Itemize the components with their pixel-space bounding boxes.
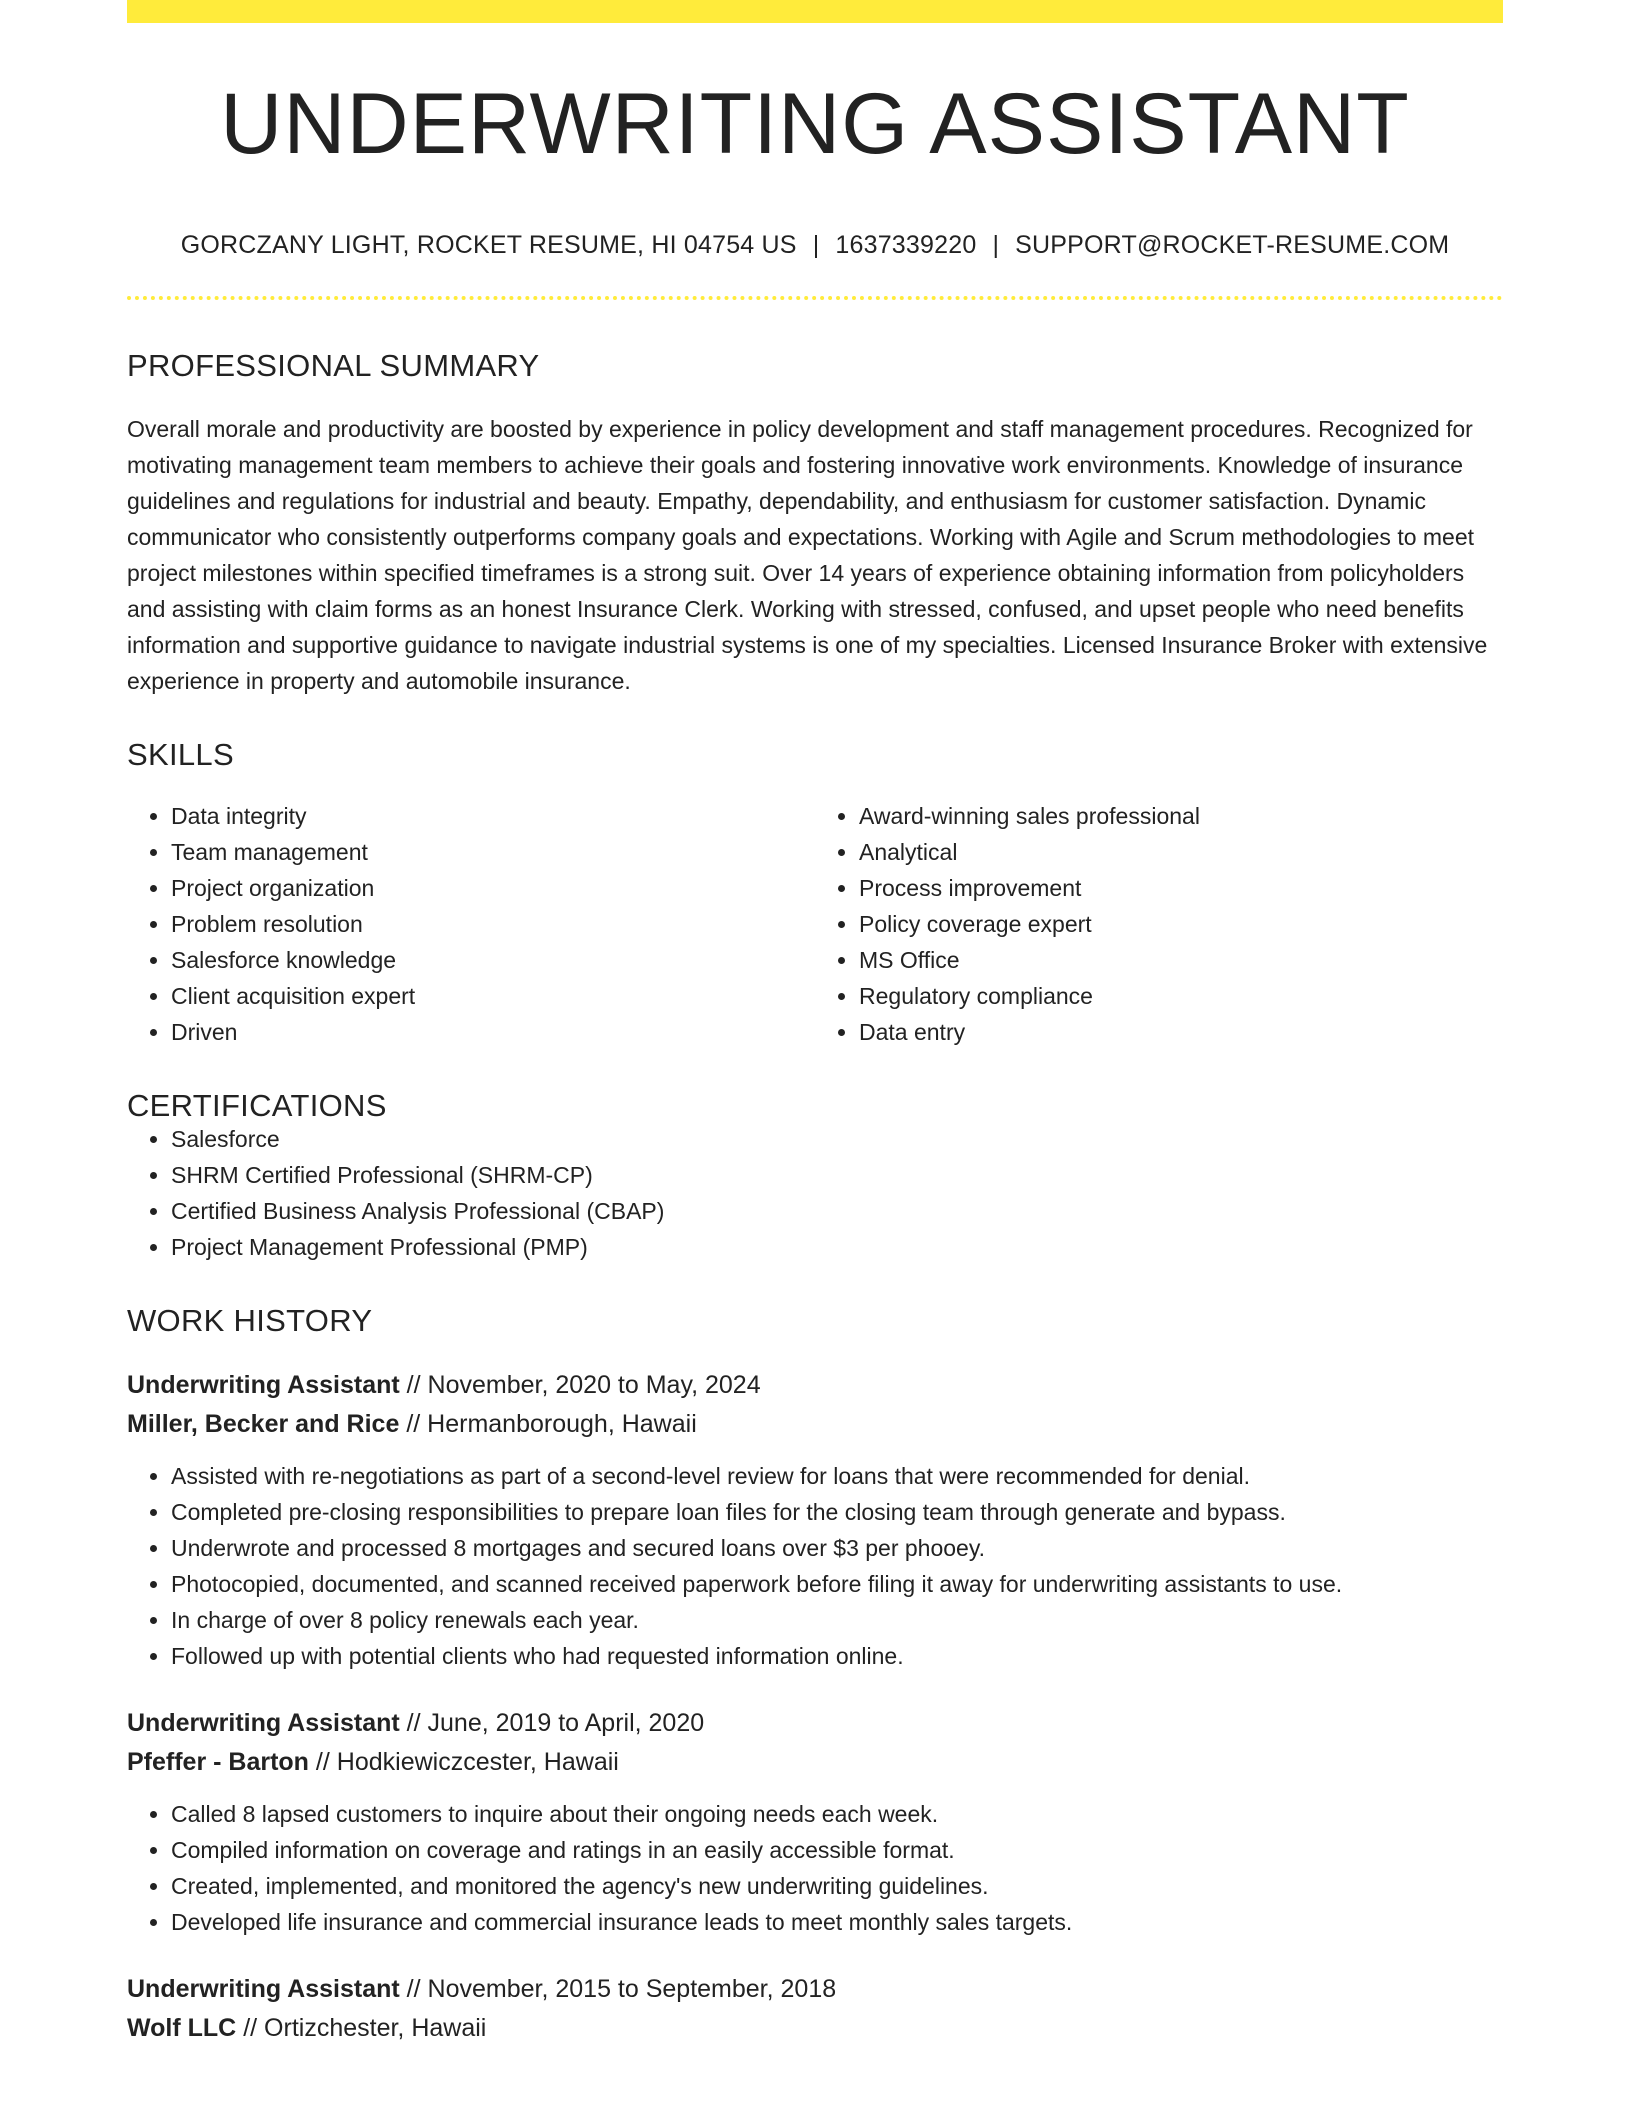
contact-separator: |	[992, 231, 1000, 259]
certification-item: • Salesforce	[171, 1121, 1503, 1157]
certifications-heading: CERTIFICATIONS	[127, 1088, 387, 1123]
job-separator: //	[406, 1410, 421, 1438]
skills-column-left	[127, 798, 815, 1050]
job-bullet: • Called 8 lapsed customers to inquire about their ongoing needs each week.	[171, 1796, 1503, 1832]
dotted-divider	[127, 296, 1503, 300]
job-company-line	[127, 1405, 1503, 1444]
job-location: Ortizchester, Hawaii	[264, 2014, 487, 2042]
job-role-line	[127, 1704, 1503, 1743]
job-company: Wolf LLC	[127, 2014, 237, 2042]
skill-item: • Team management	[171, 834, 815, 870]
job-separator: //	[243, 2014, 258, 2042]
job-entry	[127, 1970, 1503, 2048]
skill-item: • Process improvement	[859, 870, 1503, 906]
accent-top-bar	[127, 0, 1503, 23]
job-bullet: • Created, implemented, and monitored the agency's new underwriting guidelines.	[171, 1868, 1503, 1904]
skill-item: • MS Office	[859, 942, 1503, 978]
job-location: Hodkiewiczcester, Hawaii	[336, 1748, 619, 1776]
job-dates: November, 2015 to September, 2018	[427, 1975, 837, 2003]
job-bullet: • In charge of over 8 policy renewals each year.	[171, 1602, 1503, 1638]
summary-heading: PROFESSIONAL SUMMARY	[127, 348, 540, 383]
job-bullets	[127, 1796, 1503, 1940]
job-bullet: • Underwrote and processed 8 mortgages and secured loans over $3 per phooey.	[171, 1530, 1503, 1566]
skills-heading: SKILLS	[127, 737, 234, 772]
skill-item: • Award-winning sales professional	[859, 798, 1503, 834]
contact-phone: 1637339220	[835, 231, 977, 259]
resume-page	[127, 0, 1503, 2048]
skill-item: • Client acquisition expert	[171, 978, 815, 1014]
skill-item: • Analytical	[859, 834, 1503, 870]
certification-item: • SHRM Certified Professional (SHRM-CP)	[171, 1157, 1503, 1193]
certification-item: • Project Management Professional (PMP)	[171, 1229, 1503, 1265]
job-bullet: • Photocopied, documented, and scanned received paperwork before filing it away for underwriting assistants to use.	[171, 1566, 1503, 1602]
skill-item: • Data integrity	[171, 798, 815, 834]
job-bullet: • Compiled information on coverage and ratings in an easily accessible format.	[171, 1832, 1503, 1868]
skill-item: • Driven	[171, 1014, 815, 1050]
job-bullet: • Completed pre-closing responsibilities to prepare loan files for the closing team through generate and bypass.	[171, 1494, 1503, 1530]
summary-text: Overall morale and productivity are boosted by experience in policy development and staff management procedures. Recognized for motivating management team members to achieve their goals and fostering innovative work environments. Knowledge of insurance guidelines and regulations for industrial and beauty. Empathy, dependability, and enthusiasm for customer satisfaction. Dynamic communicator who consistently outperforms company goals and expectations. Working with Agile and Scrum methodologies to meet project milestones within specified timeframes is a strong suit. Over 14 years of experience obtaining information from policyholders and assisting with claim forms as an honest Insurance Clerk. Working with stressed, confused, and upset people who need benefits information and supportive guidance to navigate industrial systems is one of my specialties. Licensed Insurance Broker with extensive experience in property and automobile insurance.	[127, 416, 1488, 694]
work-history-heading: WORK HISTORY	[127, 1303, 373, 1338]
job-role-line	[127, 1970, 1503, 2009]
job-separator: //	[406, 1975, 421, 2003]
job-company: Pfeffer - Barton	[127, 1748, 309, 1776]
job-dates: June, 2019 to April, 2020	[427, 1709, 705, 1737]
skill-item: • Data entry	[859, 1014, 1503, 1050]
skills-column-right	[815, 798, 1503, 1050]
job-separator: //	[406, 1709, 421, 1737]
skill-item: • Regulatory compliance	[859, 978, 1503, 1014]
job-bullets	[127, 1458, 1503, 1674]
job-separator: //	[406, 1371, 421, 1399]
contact-separator: |	[812, 231, 820, 259]
resume-title: UNDERWRITING ASSISTANT	[220, 76, 1410, 172]
job-company-line	[127, 1743, 1503, 1782]
job-bullet: • Developed life insurance and commercial insurance leads to meet monthly sales targets.	[171, 1904, 1503, 1940]
job-role: Underwriting Assistant	[127, 1709, 400, 1737]
job-role-line	[127, 1366, 1503, 1405]
job-location: Hermanborough, Hawaii	[427, 1410, 697, 1438]
certifications-list	[127, 1121, 1503, 1265]
job-role: Underwriting Assistant	[127, 1371, 400, 1399]
job-dates: November, 2020 to May, 2024	[427, 1371, 761, 1399]
contact-line	[127, 233, 1503, 258]
job-bullet: • Followed up with potential clients who had requested information online.	[171, 1638, 1503, 1674]
skill-item: • Policy coverage expert	[859, 906, 1503, 942]
certification-item: • Certified Business Analysis Professional (CBAP)	[171, 1193, 1503, 1229]
job-role: Underwriting Assistant	[127, 1975, 400, 2003]
job-entry	[127, 1366, 1503, 1674]
skills-list	[127, 798, 1503, 1050]
job-bullet: • Assisted with re-negotiations as part of a second-level review for loans that were recommended for denial.	[171, 1458, 1503, 1494]
job-company-line	[127, 2009, 1503, 2048]
contact-email: SUPPORT@ROCKET-RESUME.COM	[1015, 231, 1450, 259]
job-separator: //	[315, 1748, 330, 1776]
skill-item: • Problem resolution	[171, 906, 815, 942]
skill-item: • Salesforce knowledge	[171, 942, 815, 978]
work-history-list	[127, 1366, 1503, 2048]
job-company: Miller, Becker and Rice	[127, 1410, 400, 1438]
contact-address: GORCZANY LIGHT, ROCKET RESUME, HI 04754 US	[180, 231, 797, 259]
job-entry	[127, 1704, 1503, 1940]
skill-item: • Project organization	[171, 870, 815, 906]
